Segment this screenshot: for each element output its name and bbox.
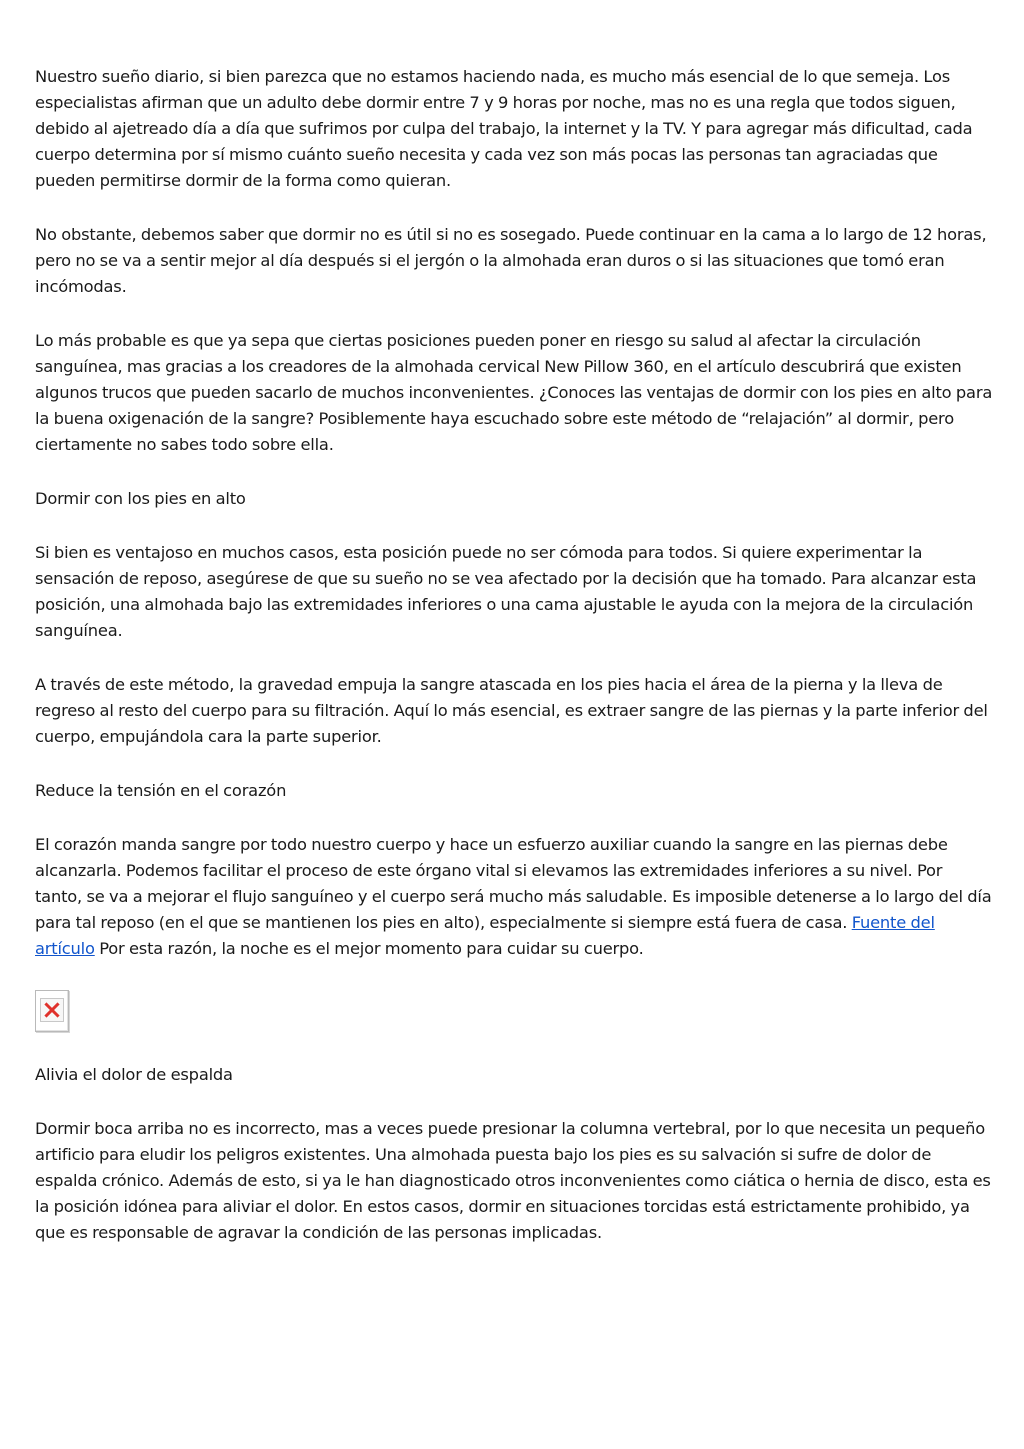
section-heading-feet-up: Dormir con los pies en alto	[35, 489, 246, 508]
paragraph-back-pain: Dormir boca arriba no es incorrecto, mas a veces puede presionar la columna vertebral, por lo que necesita un pequeño artificio para eludir los peligros existentes. Una almohada puesta bajo los pies es su salvación si sufre de dolor de espalda crónico. Además de esto, si ya le han diagnosticado otros inconvenientes como ciática o hernia de disco, esta es la posición idónea para aliviar el dolor. En estos casos, dormir en situaciones torcidas está estrictamente prohibido, ya que es responsable de agravar la condición de las personas implicadas.	[35, 1119, 991, 1242]
paragraph-feet-up: Si bien es ventajoso en muchos casos, esta posición puede no ser cómoda para todos. Si quiere experimentar la sensación de reposo, asegúrese de que su sueño no se vea afectado por la decisión que ha tomado. Para alcanzar esta posición, una almohada bajo las extremidades inferiores o una cama ajustable le ayuda con la mejora de la circulación sanguínea.	[35, 543, 977, 640]
paragraph-gravity: A través de este método, la gravedad empuja la sangre atascada en los pies hacia el área de la pierna y la lleva de regreso al resto del cuerpo para su filtración. Aquí lo más esencial, es extraer sangre de las piernas y la parte inferior del cuerpo, empujándola cara la parte superior.	[35, 675, 988, 746]
article-body	[35, 64, 993, 1274]
paragraph-intro: Nuestro sueño diario, si bien parezca que no estamos haciendo nada, es mucho más esencial de lo que semeja. Los especialistas afirman que un adulto debe dormir entre 7 y 9 horas por noche, mas no es una regla que todos siguen, debido al ajetreado día a día que sufrimos por culpa del trabajo, la internet y la TV. Y para agregar más dificultad, cada cuerpo determina por sí mismo cuánto sueño necesita y cada vez son más pocas las personas tan agraciadas que pueden permitirse dormir de la forma como quieran.	[35, 67, 973, 190]
paragraph-heart-text-end: Por esta razón, la noche es el mejor momento para cuidar su cuerpo.	[99, 939, 644, 958]
paragraph-heart-text: El corazón manda sangre por todo nuestro cuerpo y hace un esfuerzo auxiliar cuando la sangre en las piernas debe alcanzarla. Podemos facilitar el proceso de este órgano vital si elevamos las extremidades inferiores a su nivel. Por tanto, se va a mejorar el flujo sanguíneo y el cuerpo será mucho más saludable. Es imposible detenerse a lo largo del día para tal reposo (en el que se mantienen los pies en alto), especialmente si siempre está fuera de casa.	[35, 835, 992, 932]
article-source-link[interactable]: Fuente del artículo	[35, 913, 935, 958]
section-heading-back-pain: Alivia el dolor de espalda	[35, 1065, 233, 1084]
broken-image-placeholder	[35, 990, 69, 1032]
paragraph-heart	[35, 832, 993, 962]
broken-image-icon	[40, 998, 64, 1022]
red-x-icon	[44, 1002, 60, 1018]
paragraph-positions: Lo más probable es que ya sepa que ciertas posiciones pueden poner en riesgo su salud al afectar la circulación sanguínea, mas gracias a los creadores de la almohada cervical New Pillow 360, en el artículo descubrirá que existen algunos trucos que pueden sacarlo de muchos inconvenientes. ¿Conoces las ventajas de dormir con los pies en alto para la buena oxigenación de la sangre? Posiblemente haya escuchado sobre este método de “relajación” al dormir, pero ciertamente no sabes todo sobre ella.	[35, 331, 993, 454]
paragraph-rest-quality: No obstante, debemos saber que dormir no es útil si no es sosegado. Puede continuar en la cama a lo largo de 12 horas, pero no se va a sentir mejor al día después si el jergón o la almohada eran duros o si las situaciones que tomó eran incómodas.	[35, 225, 987, 296]
section-heading-heart: Reduce la tensión en el corazón	[35, 781, 287, 800]
